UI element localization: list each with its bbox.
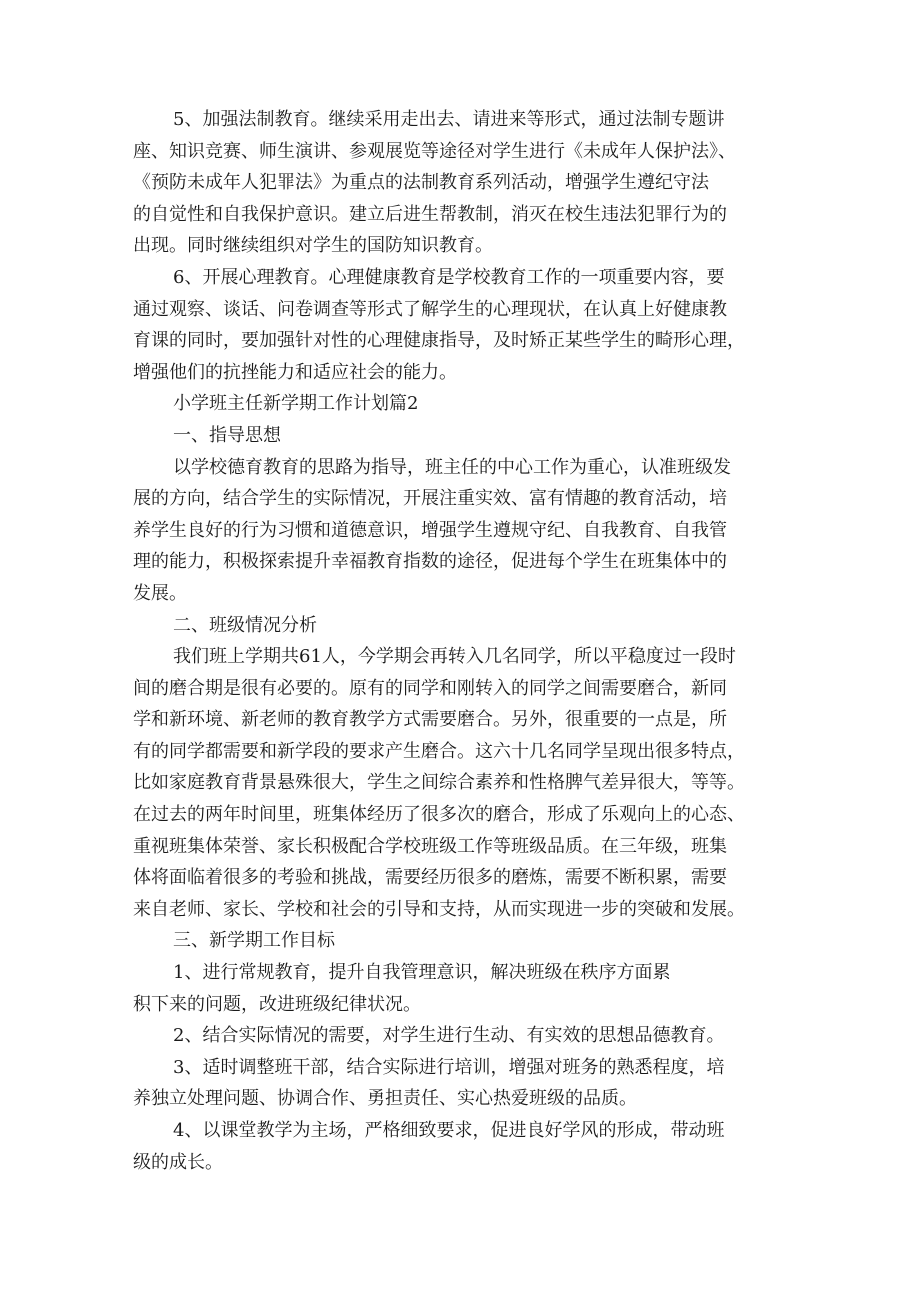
text-line: 积下来的问题，改进班级纪律状况。 xyxy=(133,993,421,1015)
text-line: 养独立处理问题、协调合作、勇担责任、实心热爱班级的品质。 xyxy=(133,1088,637,1110)
text-line: 增强他们的抗挫能力和适应社会的能力。 xyxy=(133,361,457,383)
text-line: 发展。 xyxy=(133,582,187,604)
text-line: 二、班级情况分析 xyxy=(173,614,317,636)
text-line: 理的能力，积极探索提升幸福教育指数的途径，促进每个学生在班集体中的 xyxy=(133,551,727,573)
text-line: 6、开展心理教育。心理健康教育是学校教育工作的一项重要内容，要 xyxy=(173,266,725,288)
text-line: 学和新环境、新老师的教育教学方式需要磨合。另外，很重要的一点是，所 xyxy=(133,709,727,731)
text-line: 间的磨合期是很有必要的。原有的同学和刚转入的同学之间需要磨合，新同 xyxy=(133,677,727,699)
text-line: 小学班主任新学期工作计划篇2 xyxy=(173,393,419,415)
text-line: 座、知识竞赛、师生演讲、参观展览等途径对学生进行《未成年人保护法》、 xyxy=(133,140,736,162)
text-line: 3、适时调整班干部，结合实际进行培训，增强对班务的熟悉程度，培 xyxy=(173,1056,725,1078)
text-line: 体将面临着很多的考验和挑战，需要经历很多的磨炼，需要不断积累，需要 xyxy=(133,867,727,889)
document-body xyxy=(133,104,793,1178)
text-line: 我们班上学期共61人，今学期会再转入几名同学，所以平稳度过一段时 xyxy=(173,646,736,668)
text-line: 比如家庭教育背景悬殊很大，学生之间综合素养和性格脾气差异很大，等等。 xyxy=(133,772,745,794)
text-line: 有的同学都需要和新学段的要求产生磨合。这六十几名同学呈现出很多特点， xyxy=(133,740,745,762)
text-line: 出现。同时继续组织对学生的国防知识教育。 xyxy=(133,235,493,257)
text-line: 级的成长。 xyxy=(133,1151,223,1173)
text-line: 《预防未成年人犯罪法》为重点的法制教育系列活动，增强学生遵纪守法 xyxy=(133,172,709,194)
text-line: 通过观察、谈话、问卷调查等形式了解学生的心理现状，在认真上好健康教 xyxy=(133,298,727,320)
text-line: 的自觉性和自我保护意识。建立后进生帮教制，消灭在校生违法犯罪行为的 xyxy=(133,203,727,225)
text-line: 4、以课堂教学为主场，严格细致要求，促进良好学风的形成，带动班 xyxy=(173,1120,725,1141)
text-line: 在过去的两年时间里，班集体经历了很多次的磨合，形成了乐观向上的心态、 xyxy=(133,804,745,826)
text-line: 三、新学期工作目标 xyxy=(173,930,335,952)
text-line: 养学生良好的行为习惯和道德意识，增强学生遵规守纪、自我教育、自我管 xyxy=(133,519,727,541)
text-line: 5、加强法制教育。继续采用走出去、请进来等形式，通过法制专题讲 xyxy=(173,109,725,130)
text-line: 来自老师、家长、学校和社会的引导和支持，从而实现进一步的突破和发展。 xyxy=(133,898,745,920)
text-line: 重视班集体荣誉、家长积极配合学校班级工作等班级品质。在三年级，班集 xyxy=(133,835,727,857)
text-line: 2、结合实际情况的需要，对学生进行生动、有实效的思想品德教育。 xyxy=(173,1025,725,1047)
text-line: 以学校德育教育的思路为指导，班主任的中心工作为重心，认准班级发 xyxy=(173,456,731,478)
text-line: 一、指导思想 xyxy=(173,424,281,446)
text-line: 展的方向，结合学生的实际情况，开展注重实效、富有情趣的教育活动，培 xyxy=(133,488,727,510)
text-line: 育课的同时，要加强针对性的心理健康指导，及时矫正某些学生的畸形心理， xyxy=(133,330,745,352)
text-line: 1、进行常规教育，提升自我管理意识，解决班级在秩序方面累 xyxy=(173,962,671,984)
